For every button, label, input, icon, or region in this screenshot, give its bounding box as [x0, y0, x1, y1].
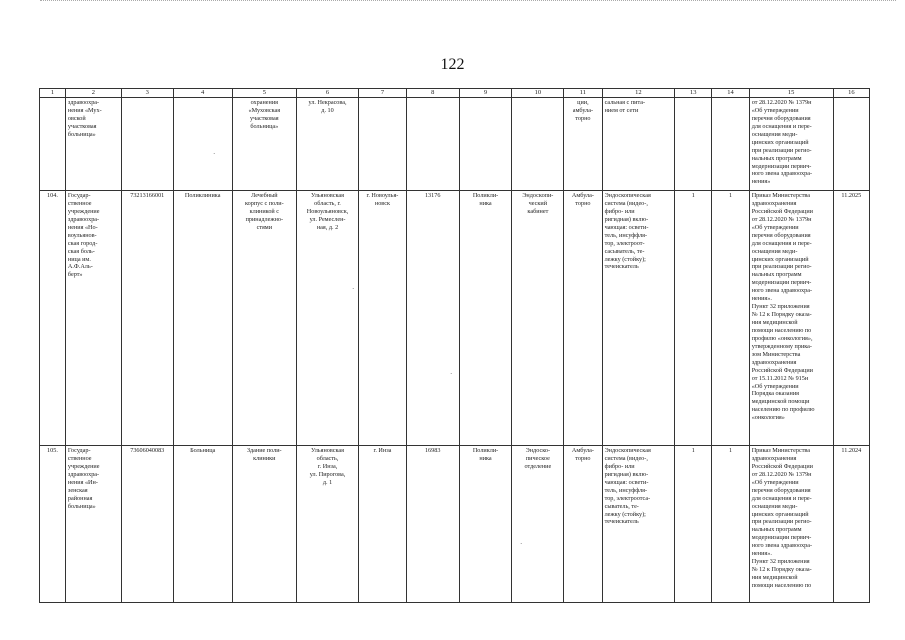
column-number-8: 8	[406, 89, 459, 98]
scan-dot: ·	[352, 285, 355, 293]
table-cell-col-9	[459, 98, 512, 191]
table-cell-col-10	[512, 191, 564, 446]
cell-text: Амбула- торно	[571, 192, 594, 207]
table-cell-col-15	[749, 446, 833, 603]
table-cell-col-3	[121, 98, 173, 191]
cell-text: Эндоскопи- ческий кабинет	[522, 192, 554, 215]
equipment-table	[39, 88, 870, 603]
table-cell-col-13	[675, 446, 712, 603]
cell-text: ции, амбула- торно	[572, 99, 594, 122]
column-number-6: 6	[296, 89, 358, 98]
cell-text: Государ- ственное учреждение здравоохра- нения «Ин- зенская районная больница»	[67, 447, 100, 510]
table-cell-col-13	[675, 98, 712, 191]
cell-text: Ульяновская область, г. Новоульяновск, ул. Ремеслен- ная, д. 2	[306, 192, 349, 231]
table-row	[40, 98, 870, 191]
table-cell-col-4	[173, 446, 232, 603]
table-cell-col-13	[675, 191, 712, 446]
cell-text: 73606040083	[130, 447, 165, 454]
scan-dot: ·	[213, 150, 216, 158]
table-cell-col-4	[173, 98, 232, 191]
cell-text: здравоохра- нения «Мух- овской участковая больница»	[67, 99, 102, 138]
cell-text: г. Инза	[373, 447, 392, 454]
cell-text: 1	[729, 192, 733, 199]
table-cell-col-8	[406, 446, 459, 603]
table-cell-col-8	[406, 98, 459, 191]
table-cell-col-15	[749, 98, 833, 191]
table-cell-col-9	[459, 446, 512, 603]
table-cell-col-1	[40, 191, 66, 446]
table-cell-col-5	[232, 191, 296, 446]
column-number-3: 3	[121, 89, 173, 98]
table-cell-col-14	[712, 191, 749, 446]
cell-text: Здание поли- клиники	[247, 447, 282, 462]
column-number-9: 9	[459, 89, 512, 98]
table-cell-col-7	[359, 446, 407, 603]
column-number-10: 10	[512, 89, 564, 98]
cell-text: 16983	[424, 447, 441, 454]
table-cell-col-11	[564, 191, 602, 446]
cell-text: Эндоскопическая система (видео-, фибро- или ригидная) вклю- чающая: освети- тель, инсуффля- тор, электроот- сасыватель, те- лежку (стойку); течеискатель	[604, 192, 651, 271]
table-cell-col-11	[564, 98, 602, 191]
table-cell-col-6	[296, 446, 358, 603]
table-cell-col-12	[602, 446, 675, 603]
column-number-16: 16	[833, 89, 869, 98]
cell-text: Больница	[190, 447, 216, 454]
cell-text: 13176	[424, 192, 441, 199]
cell-text: Эндоскопическая система (видео-, фибро- или ригидная) вклю- чающая: освети- тель, инсуффля- тор, электроотса- сыватель, те- лежку (стойку); течеискатель	[604, 447, 651, 526]
table-cell-col-3	[121, 446, 173, 603]
column-number-2: 2	[65, 89, 121, 98]
table-cell-col-2	[65, 98, 121, 191]
cell-text: Приказ Министерства здравоохранения Российской Федерации от 28.12.2020 № 1379н «Об утверждении перечня оборудования для оснащения и пере- оснащения меди- цинских организаций при реализации регио- нальных программ модернизации первич- ного звена здравоохра- нения». Пункт 32 приложения № 12 к Порядку оказа- ния медицинской помощи населению по профилю «онкология», утвержденному прика- зом Министерства здравоохранения Российской Федерации от 15.11.2012 № 915н «Об утверждении Порядка оказания медицинской помощи населению по профилю «онкология»	[751, 192, 815, 422]
table-cell-col-7	[359, 191, 407, 446]
table-cell-col-5	[232, 446, 296, 603]
table-cell-col-15	[749, 191, 833, 446]
cell-text: 11.2025	[841, 192, 862, 199]
table-cell-col-5	[232, 98, 296, 191]
cell-text: Приказ Министерства здравоохранения Российской Федерации от 28.12.2020 № 1379н «Об утверждении перечня оборудования для оснащения и пере- оснащения меди- цинских организаций при реализации регио- нальных программ модернизации первич- ного звена здравоохра- нения». Пункт 32 приложения № 12 к Порядку оказа- ния медицинской помощи населению по	[751, 447, 813, 589]
cell-text: Поликли- ника	[472, 447, 499, 462]
table-cell-col-16	[833, 191, 869, 446]
cell-text: 104.	[47, 192, 58, 199]
cell-text: Лечебный корпус с поли- клиникой с принадлежно- стями	[244, 192, 284, 231]
column-number-13: 13	[675, 89, 712, 98]
table-cell-col-6	[296, 98, 358, 191]
table-cell-col-16	[833, 446, 869, 603]
table-cell-col-3	[121, 191, 173, 446]
table-row	[40, 191, 870, 446]
header-row	[40, 89, 870, 98]
cell-text: 1	[691, 447, 695, 454]
column-number-15: 15	[749, 89, 833, 98]
cell-text: 1	[691, 192, 695, 199]
cell-text: Поликли- ника	[472, 192, 499, 207]
column-number-14: 14	[712, 89, 749, 98]
table-cell-col-10	[512, 446, 564, 603]
table-cell-col-4	[173, 191, 232, 446]
cell-text: Амбула- торно	[571, 447, 594, 462]
cell-text: охранения «Муховская участковая больница»	[248, 99, 281, 130]
cell-text: ул. Некрасова, д. 10	[308, 99, 347, 114]
table-cell-col-9	[459, 191, 512, 446]
cell-text: Государ- ственное учреждение здравоохра- нения «Но- воульянов- ская город- ская боль- ница им. А.Ф.Аль- берт»	[67, 192, 100, 279]
column-number-7: 7	[359, 89, 407, 98]
table-cell-col-1	[40, 446, 66, 603]
column-number-5: 5	[232, 89, 296, 98]
cell-text: 1	[729, 447, 733, 454]
table-cell-col-1	[40, 98, 66, 191]
page-number: 122	[440, 56, 465, 73]
column-number-4: 4	[173, 89, 232, 98]
cell-text: Ульяновская область, г. Инза, ул. Пирогова, д. 1	[309, 447, 346, 486]
scan-dot: ·	[520, 540, 523, 548]
top-dotted-rule	[40, 0, 896, 2]
cell-text: сальная с пита- нием от сети	[604, 99, 646, 114]
cell-text: от 28.12.2020 № 1379н «Об утверждении перечня оборудования для оснащения и пере- оснащения меди- цинских организаций при реализации регио- нальных программ модернизации первич- ного звена здравоохра- нения»	[751, 99, 813, 186]
table-cell-col-6	[296, 191, 358, 446]
cell-text: Эндоско- пическое отделение	[524, 447, 552, 470]
table-cell-col-12	[602, 191, 675, 446]
cell-text: 73213166001	[130, 192, 165, 199]
table-cell-col-12	[602, 98, 675, 191]
table-cell-col-14	[712, 98, 749, 191]
column-number-11: 11	[564, 89, 602, 98]
table-cell-col-8	[406, 191, 459, 446]
table-cell-col-2	[65, 446, 121, 603]
column-number-12: 12	[602, 89, 675, 98]
table-cell-col-14	[712, 446, 749, 603]
cell-text: г. Новоулья- новск	[366, 192, 399, 207]
cell-text: 11.2024	[841, 447, 862, 454]
cell-text: Поликлиника	[184, 192, 221, 199]
column-number-1: 1	[40, 89, 66, 98]
cell-text: 105.	[47, 447, 58, 454]
table-cell-col-10	[512, 98, 564, 191]
table-cell-col-2	[65, 191, 121, 446]
scan-dot: ·	[450, 370, 453, 378]
table-cell-col-7	[359, 98, 407, 191]
table-cell-col-11	[564, 446, 602, 603]
table-row	[40, 446, 870, 603]
table-cell-col-16	[833, 98, 869, 191]
